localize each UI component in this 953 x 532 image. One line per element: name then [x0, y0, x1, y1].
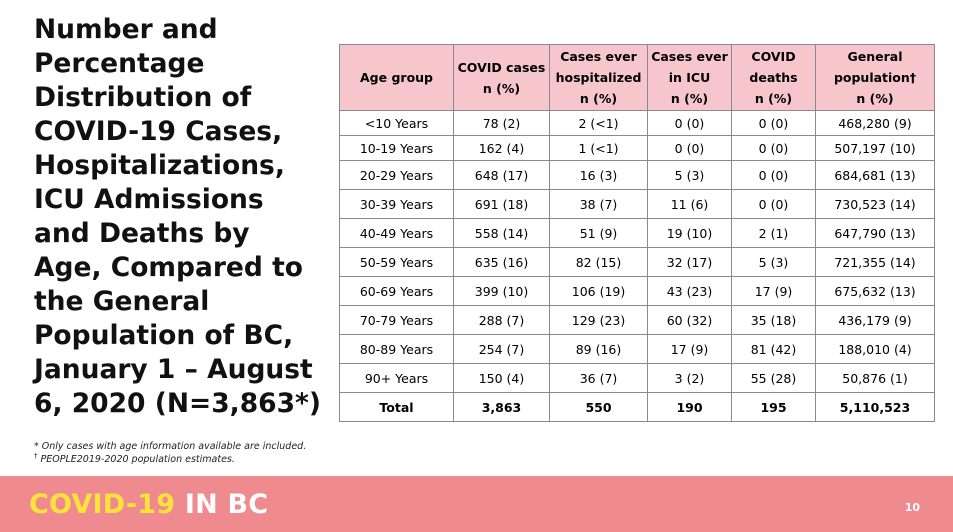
covid-cases-cell: 399 (10)	[454, 277, 550, 306]
table-header-row	[340, 45, 935, 111]
total-population-cell: 5,110,523	[816, 393, 935, 422]
population-cell: 507,197 (10)	[816, 136, 935, 161]
hospitalized-cell: 89 (16)	[550, 335, 648, 364]
icu-cell: 0 (0)	[648, 136, 732, 161]
total-icu-cell: 190	[648, 393, 732, 422]
hospitalized-cell: 82 (15)	[550, 248, 648, 277]
age-group-cell: 90+ Years	[340, 364, 454, 393]
hospitalized-cell: 36 (7)	[550, 364, 648, 393]
brand-logo-text: COVID-19 IN BC	[29, 489, 269, 520]
header-icu: Cases ever in ICU n (%)	[648, 45, 732, 111]
population-cell: 684,681 (13)	[816, 161, 935, 190]
age-group-cell: 60-69 Years	[340, 277, 454, 306]
deaths-cell: 0 (0)	[732, 161, 816, 190]
table-row	[340, 111, 935, 136]
total-row	[340, 393, 935, 422]
population-cell: 647,790 (13)	[816, 219, 935, 248]
table-row	[340, 335, 935, 364]
icu-cell: 0 (0)	[648, 111, 732, 136]
header-deaths: COVID deaths n (%)	[732, 45, 816, 111]
population-cell: 675,632 (13)	[816, 277, 935, 306]
footnote-population-source: † PEOPLE2019-2020 population estimates.	[34, 451, 235, 465]
population-cell: 436,179 (9)	[816, 306, 935, 335]
header-general-population: General population† n (%)	[816, 45, 935, 111]
icu-cell: 19 (10)	[648, 219, 732, 248]
footer-bar	[0, 476, 953, 532]
age-group-cell: 10-19 Years	[340, 136, 454, 161]
deaths-cell: 35 (18)	[732, 306, 816, 335]
slide-title: Number and Percentage Distribution of COVID-19 Cases, Hospitalizations, ICU Admissions and Deaths by Age, Compared to the General Population of BC, January 1 – August 6, 2020 (N=3,863*)	[34, 14, 321, 419]
population-cell: 468,280 (9)	[816, 111, 935, 136]
hospitalized-cell: 38 (7)	[550, 190, 648, 219]
footnote-age-info: * Only cases with age information available are included.	[34, 441, 307, 452]
covid-cases-cell: 254 (7)	[454, 335, 550, 364]
covid-cases-cell: 162 (4)	[454, 136, 550, 161]
table-row	[340, 136, 935, 161]
total-hospitalized-cell: 550	[550, 393, 648, 422]
population-cell: 721,355 (14)	[816, 248, 935, 277]
header-age-group: Age group	[340, 45, 454, 111]
footnotes	[34, 441, 306, 466]
age-group-cell: 80-89 Years	[340, 335, 454, 364]
age-group-cell: 40-49 Years	[340, 219, 454, 248]
icu-cell: 60 (32)	[648, 306, 732, 335]
total-age-group-cell: Total	[340, 393, 454, 422]
covid-cases-cell: 648 (17)	[454, 161, 550, 190]
deaths-cell: 17 (9)	[732, 277, 816, 306]
deaths-cell: 0 (0)	[732, 136, 816, 161]
deaths-cell: 0 (0)	[732, 111, 816, 136]
covid-cases-cell: 635 (16)	[454, 248, 550, 277]
icu-cell: 32 (17)	[648, 248, 732, 277]
hospitalized-cell: 16 (3)	[550, 161, 648, 190]
age-group-cell: <10 Years	[340, 111, 454, 136]
hospitalized-cell: 1 (<1)	[550, 136, 648, 161]
covid-cases-cell: 150 (4)	[454, 364, 550, 393]
icu-cell: 5 (3)	[648, 161, 732, 190]
age-group-cell: 20-29 Years	[340, 161, 454, 190]
deaths-cell: 55 (28)	[732, 364, 816, 393]
covid-cases-cell: 691 (18)	[454, 190, 550, 219]
covid-cases-cell: 78 (2)	[454, 111, 550, 136]
icu-cell: 3 (2)	[648, 364, 732, 393]
covid-cases-cell: 558 (14)	[454, 219, 550, 248]
icu-cell: 17 (9)	[648, 335, 732, 364]
table-row	[340, 306, 935, 335]
hospitalized-cell: 106 (19)	[550, 277, 648, 306]
population-cell: 188,010 (4)	[816, 335, 935, 364]
total-deaths-cell: 195	[732, 393, 816, 422]
page-number: 10	[904, 501, 920, 514]
table-row	[340, 161, 935, 190]
deaths-cell: 5 (3)	[732, 248, 816, 277]
population-cell: 50,876 (1)	[816, 364, 935, 393]
covid-age-distribution-table	[339, 44, 935, 422]
population-cell: 730,523 (14)	[816, 190, 935, 219]
table-row	[340, 364, 935, 393]
table-row	[340, 248, 935, 277]
hospitalized-cell: 2 (<1)	[550, 111, 648, 136]
table-row	[340, 277, 935, 306]
deaths-cell: 2 (1)	[732, 219, 816, 248]
age-group-cell: 30-39 Years	[340, 190, 454, 219]
deaths-cell: 0 (0)	[732, 190, 816, 219]
hospitalized-cell: 51 (9)	[550, 219, 648, 248]
age-group-cell: 50-59 Years	[340, 248, 454, 277]
header-covid-cases: COVID cases n (%)	[454, 45, 550, 111]
age-group-cell: 70-79 Years	[340, 306, 454, 335]
table-row	[340, 190, 935, 219]
covid-cases-cell: 288 (7)	[454, 306, 550, 335]
icu-cell: 43 (23)	[648, 277, 732, 306]
hospitalized-cell: 129 (23)	[550, 306, 648, 335]
header-hospitalized: Cases ever hospitalized n (%)	[550, 45, 648, 111]
icu-cell: 11 (6)	[648, 190, 732, 219]
total-covid-cases-cell: 3,863	[454, 393, 550, 422]
dagger-mark: †	[34, 451, 38, 460]
table-row	[340, 219, 935, 248]
deaths-cell: 81 (42)	[732, 335, 816, 364]
